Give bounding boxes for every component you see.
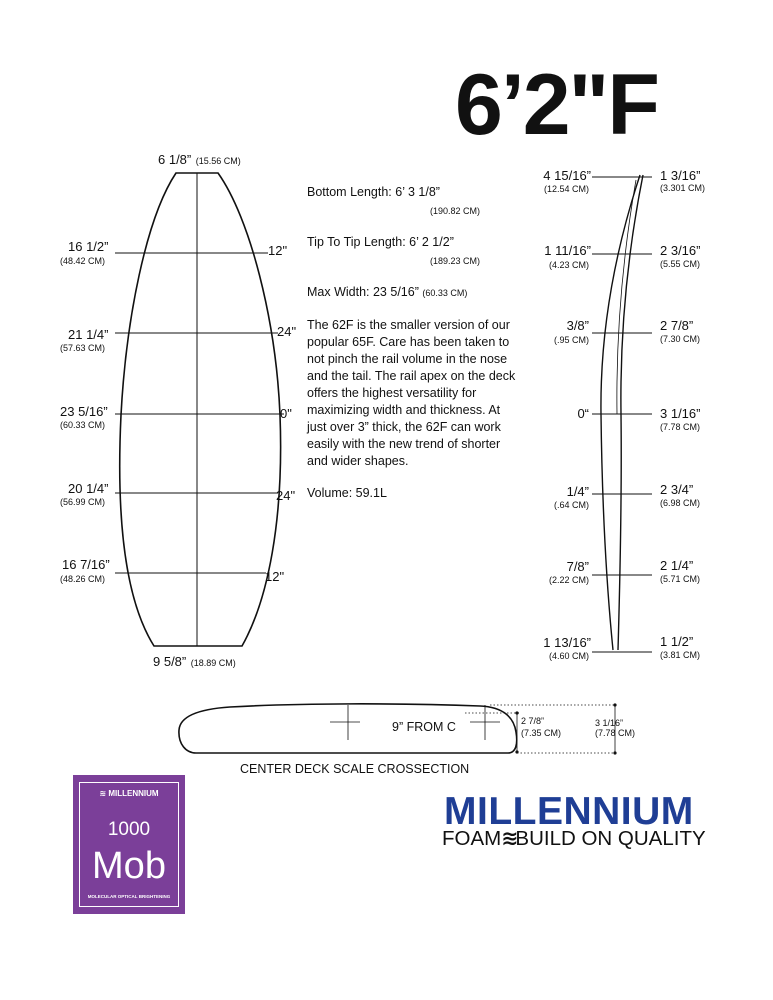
station-width-cm: (57.63 CM) [60,343,106,353]
rocker-left-cm: (2.22 CM) [548,575,589,585]
rocker-right-cm: (6.98 CM) [660,498,701,508]
logo-wordmark: MILLENNIUM [444,790,694,833]
rocker-right-value: 1 3/16” [660,168,701,183]
board-outline [120,173,281,646]
rocker-left-cm: (12.54 CM) [543,184,589,194]
bottom-length-cm: (190.82 CM) [429,206,480,216]
crossection-station-label: 9” FROM C [392,720,456,734]
rocker-left-value: 1 13/16” [543,635,591,650]
rocker-left-cm: (4.23 CM) [548,260,589,270]
station-mark: 12" [265,569,285,584]
tail-width-label: 9 5/8” (18.89 CM) [153,654,236,669]
station-width: 23 5/16” [60,404,108,419]
rocker-deck-line-inner [617,180,636,414]
crossection-caption: CENTER DECK SCALE CROSSECTION [240,762,470,776]
badge-tagline: MOLECULAR OPTICAL BRIGHTENING [87,894,171,899]
station-width-cm: (60.33 CM) [60,420,106,430]
station-width: 21 1/4” [68,327,109,342]
center-thickness-cm: (7.78 CM) [595,728,636,738]
station-width-cm: (56.99 CM) [60,497,106,507]
rocker-left-value: 7/8” [566,559,589,574]
bottom-length: Bottom Length: 6’ 3 1/8” [307,185,440,199]
rocker-station-lines [592,177,652,652]
mob-badge [73,775,185,914]
rocker-right-value: 2 7/8” [660,318,694,333]
rocker-right-value: 2 3/4” [660,482,694,497]
tip-to-tip-length: Tip To Tip Length: 6’ 2 1/2” [307,235,454,249]
rocker-right-cm: (7.78 CM) [660,422,701,432]
center-thickness: 3 1/16” [595,718,624,728]
rocker-right-cm: (5.55 CM) [660,259,701,269]
badge-brand: ≋ MILLENNIUM [99,789,159,798]
rocker-left-cm: (.95 CM) [553,335,589,345]
rocker-deck-line [618,175,643,650]
station-width: 16 7/16” [62,557,110,572]
rocker-right-value: 2 1/4” [660,558,694,573]
station-width: 16 1/2” [68,239,109,254]
station-mark: 0" [280,406,292,421]
rocker-right-cm: (3.81 CM) [660,650,701,660]
badge-number: 1000 [107,819,151,840]
description: The 62F is the smaller version of our popular 65F. Care has been taken to not pinch the rail volume in the nose and the tail. The rail apex on the deck offers the highest versatility for maximizing width and thickness. At just over 3” thick, the 62F can work easily with the new trend of shorter and wider shapes. [307,318,516,468]
rocker-left-value: 1/4” [566,484,589,499]
rail-thickness: 2 7/8” [521,716,545,726]
model-title: 6’2"F [455,57,658,153]
rocker-right-cm: (5.71 CM) [660,574,701,584]
rocker-left-cm: (.64 CM) [553,500,589,510]
badge-name: Mob [92,845,166,887]
station-mark: 24" [276,488,296,503]
rocker-right-value: 1 1/2” [660,634,694,649]
rocker-right-value: 2 3/16” [660,243,701,258]
rocker-right-cm: (3.301 CM) [660,183,706,193]
wave-icon: ≋ [99,789,107,798]
station-mark: 12" [268,243,288,258]
rail-thickness-cm: (7.35 CM) [521,728,562,738]
logo-tagline: FOAM≋BUILD ON QUALITY [442,827,706,850]
rocker-right-cm: (7.30 CM) [660,334,701,344]
station-width-cm: (48.26 CM) [60,574,106,584]
tip-to-tip-cm: (189.23 CM) [429,256,480,266]
station-width: 20 1/4” [68,481,109,496]
rocker-left-cm: (4.60 CM) [548,651,589,661]
rocker-left-value: 1 11/16” [544,243,591,258]
max-width: Max Width: 23 5/16” (60.33 CM) [307,285,468,299]
badge-frame [79,782,179,907]
volume: Volume: 59.1L [307,486,387,500]
specs-panel [307,184,522,502]
rocker-left-value: 4 15/16” [543,168,591,183]
rocker-left-value: 3/8” [566,318,589,333]
crossection-markers [330,705,615,753]
board-station-lines [115,253,284,573]
rocker-right-value: 3 1/16” [660,406,701,421]
station-width-cm: (48.42 CM) [60,256,106,266]
rocker-left-value: 0“ [577,406,589,421]
station-mark: 24" [277,324,297,339]
wave-icon: ≋ [501,827,516,850]
nose-width-label: 6 1/8” (15.56 CM) [158,152,241,167]
